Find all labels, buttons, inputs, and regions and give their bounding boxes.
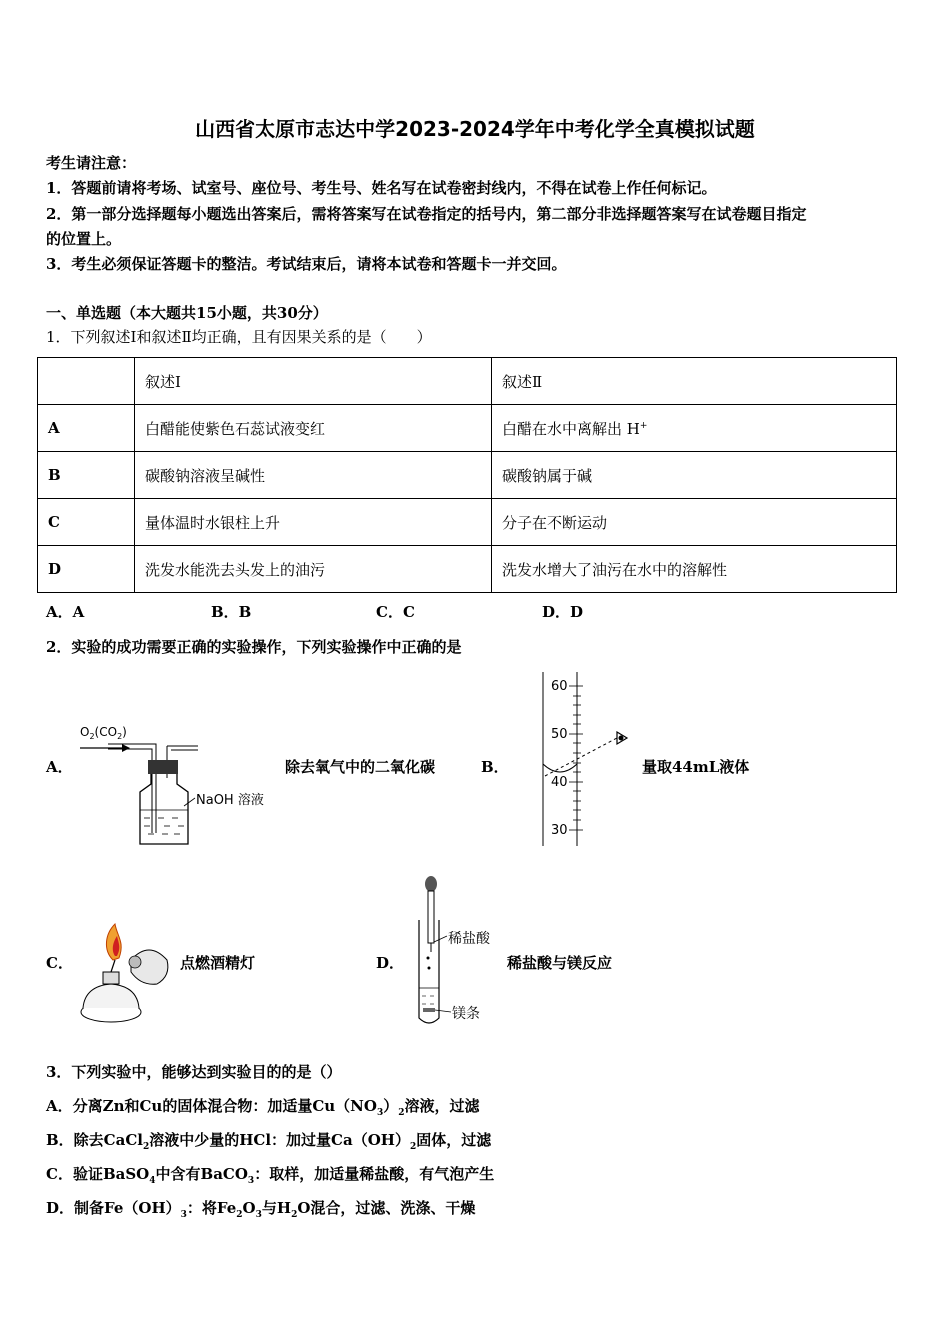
table-cell: 叙述Ⅰ [135, 358, 492, 405]
table-row [38, 358, 897, 405]
table-cell: 白醋能使紫色石蕊试液变红 [135, 405, 492, 452]
q3-option-b: B．除去CaCl$_2$溶液中少量的HCl：加过量$Ca(OH)_2$固体，过滤 [46, 1131, 492, 1152]
q1-option-c: C．C [376, 603, 415, 621]
page-title: 山西省太原市志达中学2023-2024学年中考化学全真模拟试题 [195, 117, 755, 141]
q3-option-d: D．制备$Fe(OH)_3$：将$Fe_2O_3$与$H_2O$混合，过滤、洗涤、干燥 [46, 1199, 476, 1220]
tick-label: 50 [551, 727, 568, 742]
table-cell [492, 405, 897, 452]
wick [111, 960, 115, 972]
acid-label: 稀盐酸 [448, 931, 490, 947]
tick-label: 30 [551, 823, 568, 838]
section-heading: 一、单选题（本大题共15小题，共30分） [46, 304, 328, 322]
liquid-hatch [144, 818, 184, 834]
sight-line [545, 738, 617, 776]
notice-item: 2．第一部分选择题每小题选出答案后，需将答案写在试卷指定的括号内，第二部分非选择题答案写在试卷题目指定 [46, 205, 807, 223]
q2-d-text: 稀盐酸与镁反应 [507, 954, 613, 972]
lamp-body [83, 984, 139, 1008]
table-cell [38, 358, 135, 405]
bottle [140, 774, 188, 844]
stopper [148, 760, 178, 774]
table-row [38, 546, 897, 593]
table-row [38, 499, 897, 546]
q3-option-a: A．分离Zn和Cu的固体混合物：加适量$Cu(NO_3)_2$溶液，过滤 [46, 1097, 480, 1118]
meniscus [543, 764, 577, 772]
graduated-cylinder-figure [535, 668, 640, 850]
notice-item: 1．答题前请将考场、试室号、座位号、考生号、姓名写在试卷密封线内，不得在试卷上作任何标记。 [46, 179, 717, 197]
cell-text: 白醋在水中离解出 H [502, 419, 640, 438]
q2-b-text: 量取44mL液体 [642, 758, 750, 776]
superscript: + [639, 420, 648, 431]
dropper-tube [428, 891, 434, 943]
table-cell: 叙述Ⅱ [492, 358, 897, 405]
mg-strip [423, 1008, 435, 1012]
table-cell: 碳酸钠溶液呈碱性 [135, 452, 492, 499]
q2-a-label: A． [46, 758, 73, 776]
q2-stem: 2．实验的成功需要正确的实验操作，下列实验操作中正确的是 [46, 638, 462, 656]
arrow-head-icon [122, 744, 130, 752]
q1-option-a: A．A [46, 603, 85, 621]
q1-option-b: B．B [211, 603, 252, 621]
table-cell: 洗发水增大了油污在水中的溶解性 [492, 546, 897, 593]
table-cell: C [38, 499, 135, 546]
mg-label: 镁条 [452, 1006, 480, 1022]
q3-stem: 3．下列实验中，能够达到实验目的的是（） [46, 1063, 342, 1081]
gas-label: $O_2(CO_2)$ [80, 725, 127, 741]
table-cell: 量体温时水银柱上升 [135, 499, 492, 546]
alcohol-lamp-figure [75, 920, 175, 1030]
tick-label: 40 [551, 775, 568, 790]
q2-b-label: B． [481, 758, 509, 776]
inlet-tube [108, 744, 156, 833]
dropper-bulb [425, 876, 437, 892]
gas-washing-bottle-figure [78, 718, 283, 853]
q1-stem: 1．下列叙述Ⅰ和叙述Ⅱ均正确，且有因果关系的是（ ） [46, 328, 432, 346]
table-row [38, 452, 897, 499]
q2-c-text: 点燃酒精灯 [180, 954, 256, 972]
q3-option-c: C．验证BaSO$_4$中含有BaCO$_3$：取样，加适量稀盐酸，有气泡产生 [46, 1165, 495, 1186]
table-cell: 洗发水能洗去头发上的油污 [135, 546, 492, 593]
q2-d-label: D． [376, 954, 405, 972]
q1-table [37, 357, 897, 593]
table-row [38, 405, 897, 452]
flame-icon [106, 924, 121, 960]
tick-label: 60 [551, 679, 568, 694]
scale-ticks [569, 686, 583, 830]
q2-a-text: 除去氧气中的二氧化碳 [285, 758, 436, 776]
table-cell: D [38, 546, 135, 593]
q2-c-label: C． [46, 954, 73, 972]
notice-item: 3．考生必须保证答题卡的整洁。考试结束后，请将本试卷和答题卡一并交回。 [46, 255, 567, 273]
table-cell: 分子在不断运动 [492, 499, 897, 546]
test-tube-figure [405, 874, 505, 1030]
notice-heading: 考生请注意： [46, 154, 137, 172]
q1-option-d: D．D [542, 603, 584, 621]
naoh-label: NaOH 溶液 [196, 793, 264, 808]
table-cell: A [38, 405, 135, 452]
table-cell: 碳酸钠属于碱 [492, 452, 897, 499]
table-cell: B [38, 452, 135, 499]
notice-item: 的位置上。 [46, 230, 122, 248]
